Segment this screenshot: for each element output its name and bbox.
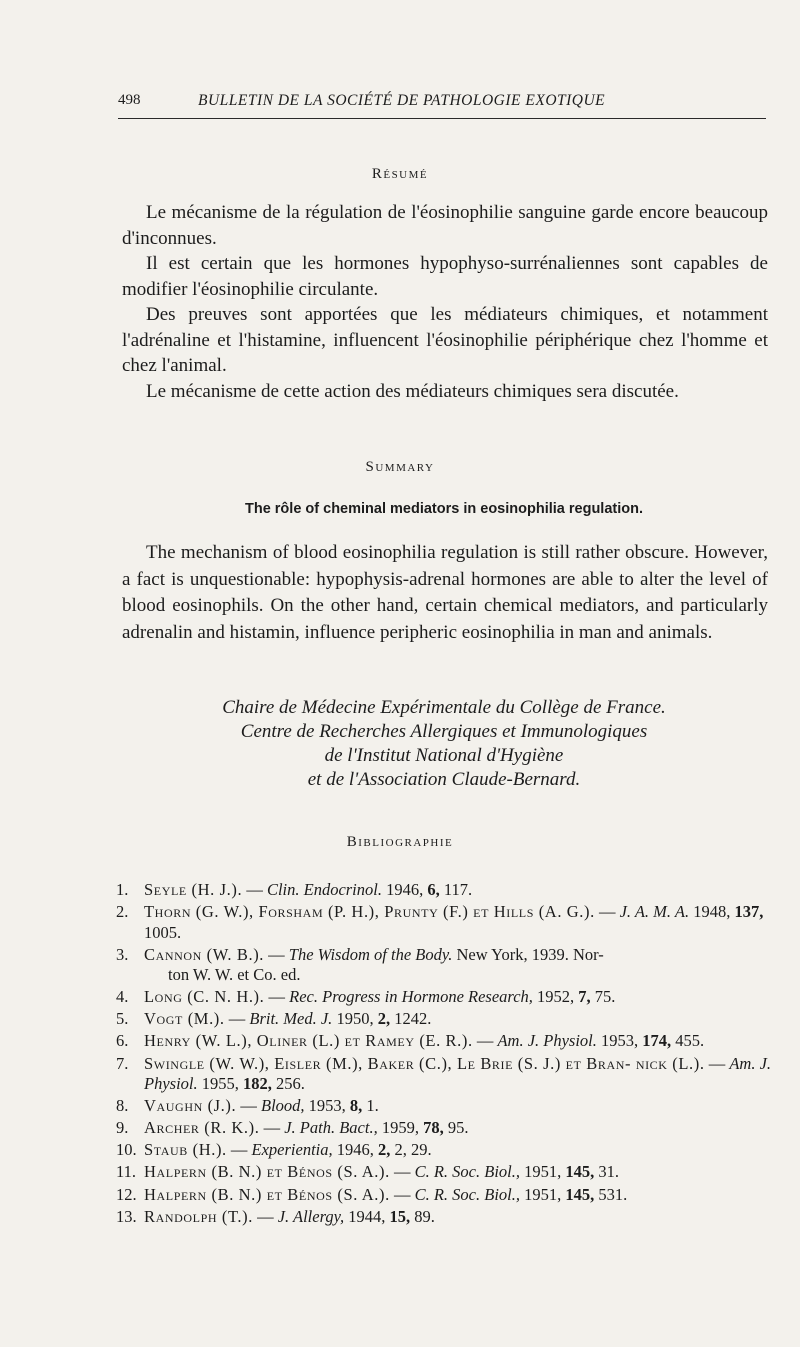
reference-year: 1955, xyxy=(197,1074,239,1094)
reference-journal: Rec. Progress in Hormone Research, xyxy=(289,987,533,1007)
reference-item xyxy=(116,1118,776,1139)
reference-pages: 1005. xyxy=(144,922,182,942)
reference-number: 6. xyxy=(116,1031,129,1051)
reference-year: 1951, xyxy=(520,1162,562,1182)
reference-text: Vogt (M.). — Brit. Med. J. 1950, 2, 1242. xyxy=(144,1009,432,1029)
reference-authors: Seyle (H. J.). xyxy=(144,880,243,899)
reference-item xyxy=(116,1031,776,1052)
reference-year: 1946, xyxy=(332,1140,374,1160)
resume-paragraph: Le mécanisme de la régulation de l'éosinophilie sanguine garde encore beaucoup d'inconnues. xyxy=(122,202,768,249)
reference-authors: Swingle (W. W.), Eisler (M.), Baker (C.), Le Brie (S. J.) et Bran- nick (L.). xyxy=(144,1053,705,1073)
reference-volume: 174, xyxy=(638,1031,672,1051)
affiliation-line: de l'Institut National d'Hygiène xyxy=(324,745,564,766)
reference-authors: Vaughn (J.). xyxy=(144,1096,237,1116)
reference-journal: C. R. Soc. Biol., xyxy=(414,1162,520,1182)
reference-item xyxy=(116,902,776,943)
reference-number: 13. xyxy=(116,1206,137,1226)
resume-paragraph: Le mécanisme de cette action des médiateurs chimiques sera discutée. xyxy=(146,381,679,402)
affiliation-line: Chaire de Médecine Expérimentale du Collège de France. xyxy=(222,697,666,718)
reference-journal: Experientia, xyxy=(251,1140,333,1160)
reference-pages: New York, 1939. Nor- xyxy=(452,944,604,964)
running-title: BULLETIN DE LA SOCIÉTÉ DE PATHOLOGIE EXOTIQUE xyxy=(198,92,606,109)
reference-journal: Am. J. Physiol. xyxy=(144,1053,772,1094)
reference-year: 1953, xyxy=(596,1031,639,1051)
reference-pages: 1. xyxy=(362,1096,379,1116)
reference-volume: 2, xyxy=(373,1140,391,1160)
reference-text: Cannon (W. B.). — The Wisdom of the Body. New York, 1939. Nor- ton W. W. et Co. ed. xyxy=(144,945,776,986)
reference-number: 4. xyxy=(116,987,129,1007)
reference-year: 1953, xyxy=(304,1096,346,1116)
reference-journal: J. A. M. A. xyxy=(619,902,690,922)
reference-continuation: ton W. W. et Co. ed. xyxy=(168,965,301,985)
reference-number: 1. xyxy=(116,880,129,899)
reference-volume: 182, xyxy=(238,1074,272,1094)
reference-item xyxy=(116,1096,776,1117)
reference-authors: Henry (W. L.), Oliner (L.) et Ramey (E. R.). xyxy=(144,1031,473,1051)
reference-journal: Blood, xyxy=(260,1096,305,1116)
reference-text: Randolph (T.). — J. Allergy, 1944, 15, 89. xyxy=(144,1206,435,1226)
reference-item xyxy=(116,1054,776,1095)
reference-item xyxy=(116,987,776,1008)
reference-item xyxy=(116,1207,776,1228)
reference-text: Halpern (B. N.) et Bénos (S. A.). — C. R. Soc. Biol., 1951, 145, 31. xyxy=(144,1162,619,1182)
reference-journal: J. Allergy, xyxy=(277,1206,345,1226)
reference-authors: Staub (H.). xyxy=(144,1140,227,1160)
reference-volume: 145, xyxy=(561,1184,595,1204)
affiliation-block xyxy=(0,696,800,792)
reference-year: 1952, xyxy=(532,987,575,1007)
reference-pages: 531. xyxy=(594,1184,628,1204)
reference-text: Seyle (H. J.). — Clin. Endocrinol. 1946, 6, 117. xyxy=(144,880,473,899)
reference-pages: 2, 29. xyxy=(390,1140,432,1160)
reference-volume: 15, xyxy=(385,1206,411,1226)
summary-title: The rôle of cheminal mediators in eosinophilia regulation. xyxy=(244,501,643,517)
reference-authors: Halpern (B. N.) et Bénos (S. A.). xyxy=(144,1162,390,1182)
reference-journal: Brit. Med. J. xyxy=(249,1009,333,1029)
reference-pages: 95. xyxy=(443,1118,469,1138)
reference-text: Thorn (G. W.), Forsham (P. H.), Prunty (F.) et Hills (A. G.). — J. A. M. A. 1948, 137, 1005. xyxy=(144,902,764,942)
reference-item xyxy=(116,1185,776,1206)
resume-heading: Résumé xyxy=(371,166,429,182)
reference-item xyxy=(116,880,776,901)
reference-year: 1946, xyxy=(381,880,424,899)
reference-authors: Long (C. N. H.). xyxy=(144,987,265,1007)
reference-journal: Am. J. Physiol. xyxy=(497,1031,597,1051)
reference-number: 10. xyxy=(116,1140,137,1160)
affiliation-line: Centre de Recherches Allergiques et Immunologiques xyxy=(240,721,648,742)
reference-text: Long (C. N. H.). — Rec. Progress in Hormone Research, 1952, 7, 75. xyxy=(144,987,616,1007)
reference-volume: 145, xyxy=(561,1162,595,1182)
reference-volume: 78, xyxy=(418,1118,444,1138)
reference-number: 12. xyxy=(116,1184,137,1204)
reference-text: Henry (W. L.), Oliner (L.) et Ramey (E. R.). — Am. J. Physiol. 1953, 174, 455. xyxy=(144,1031,705,1051)
reference-authors: Halpern (B. N.) et Bénos (S. A.). xyxy=(144,1184,390,1204)
reference-pages: 31. xyxy=(594,1162,619,1182)
reference-text: Halpern (B. N.) et Bénos (S. A.). — C. R. Soc. Biol., 1951, 145, 531. xyxy=(144,1184,628,1204)
reference-journal: J. Path. Bact., xyxy=(284,1118,378,1138)
reference-volume: 6, xyxy=(423,880,440,899)
reference-number: 9. xyxy=(116,1118,129,1138)
reference-authors: Vogt (M.). xyxy=(144,1009,225,1029)
summary-heading: Summary xyxy=(365,459,435,475)
reference-number: 3. xyxy=(116,944,129,964)
reference-volume: 137, xyxy=(730,902,764,922)
affiliation-line: et de l'Association Claude-Bernard. xyxy=(307,769,581,790)
reference-pages: 256. xyxy=(271,1074,305,1094)
reference-volume: 7, xyxy=(574,987,591,1007)
page-number: 498 xyxy=(118,92,141,108)
reference-year: 1951, xyxy=(520,1184,562,1204)
reference-year: 1948, xyxy=(689,902,731,922)
summary-paragraph: The mechanism of blood eosinophilia regulation is still rather obscure. However, a fact is unquestionable: hypophysis-adrenal hormones are able to alter the level of blood eosinophils. On the other hand, certain chemical mediators, and particularly adrenalin and histamin, influence peripheric eosinophilia in man and animals. xyxy=(122,542,768,643)
resume-paragraph: Il est certain que les hormones hypophyso-surrénaliennes sont capables de modifier l'éosinophilie circulante. xyxy=(122,253,768,300)
reference-year: 1944, xyxy=(344,1206,386,1226)
page-header xyxy=(118,92,766,119)
reference-number: 2. xyxy=(116,902,129,922)
reference-item xyxy=(116,1140,776,1161)
reference-authors: Thorn (G. W.), Forsham (P. H.), Prunty (F.) et Hills (A. G.). xyxy=(144,902,595,922)
reference-number: 5. xyxy=(116,1009,129,1029)
reference-text: Archer (R. K.). — J. Path. Bact., 1959, 78, 95. xyxy=(144,1118,469,1138)
reference-journal: C. R. Soc. Biol., xyxy=(414,1184,520,1204)
reference-list xyxy=(116,880,776,1229)
reference-pages: 117. xyxy=(439,880,473,899)
reference-volume: 2, xyxy=(373,1009,391,1029)
reference-pages: 1242. xyxy=(390,1009,432,1029)
reference-text: Swingle (W. W.), Eisler (M.), Baker (C.), Le Brie (S. J.) et Bran- nick (L.). — Am. J. Physiol. 1955, 182, 256. xyxy=(144,1053,772,1094)
reference-authors: Archer (R. K.). xyxy=(144,1118,260,1138)
reference-pages: 89. xyxy=(410,1206,435,1226)
reference-year: 1959, xyxy=(377,1118,419,1138)
reference-number: 11. xyxy=(116,1162,137,1182)
reference-text: Staub (H.). — Experientia, 1946, 2, 2, 29. xyxy=(144,1140,432,1160)
reference-authors: Cannon (W. B.). xyxy=(144,944,265,964)
reference-year: 1950, xyxy=(332,1009,374,1029)
reference-item xyxy=(116,1009,776,1030)
reference-volume: 8, xyxy=(345,1096,363,1116)
reference-text: Vaughn (J.). — Blood, 1953, 8, 1. xyxy=(144,1096,379,1116)
reference-item xyxy=(116,945,776,986)
bibliography-heading: Bibliographie xyxy=(346,834,454,850)
reference-pages: 455. xyxy=(671,1031,705,1051)
reference-journal: Clin. Endocrinol. xyxy=(266,880,382,899)
reference-authors: Randolph (T.). xyxy=(144,1206,253,1226)
reference-number: 8. xyxy=(116,1096,129,1116)
resume-paragraph: Des preuves sont apportées que les médiateurs chimiques, et notamment l'adrénaline et l'histamine, influencent l'éosinophilie périphérique chez l'homme et chez l'animal. xyxy=(122,304,768,376)
reference-pages: 75. xyxy=(590,987,616,1007)
reference-number: 7. xyxy=(116,1053,129,1073)
reference-item xyxy=(116,1162,776,1183)
reference-journal: The Wisdom of the Body. xyxy=(288,944,453,964)
